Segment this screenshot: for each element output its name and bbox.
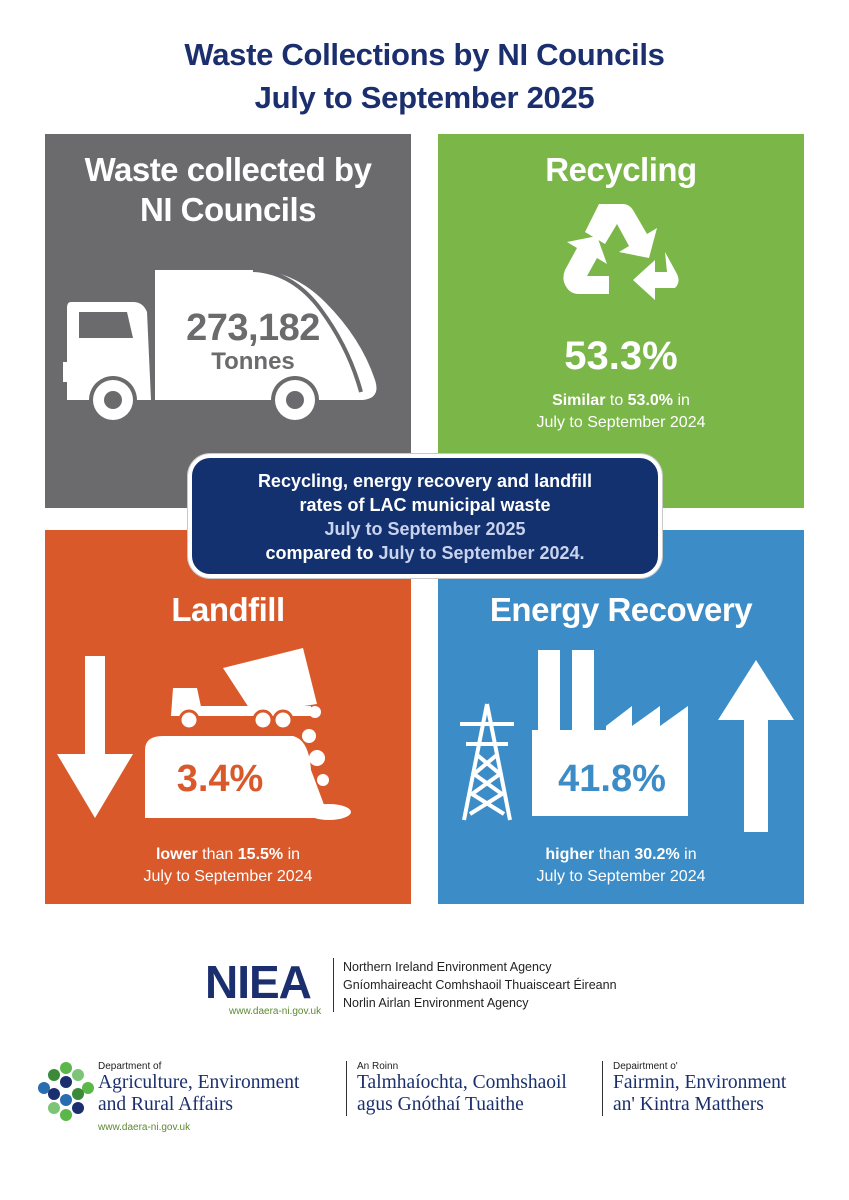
energy-comparison [438,844,804,866]
daera-irish-name [346,1061,567,1116]
recycling-panel [438,134,804,508]
niea-agency-names [333,958,617,1012]
energy-rate: 41.8% [558,758,666,800]
recycling-comparison [438,390,804,412]
waste-collected-panel [45,134,411,508]
recycling-period: July to September 2024 [536,414,706,431]
waste-tonnes-value: 273,182 [186,307,320,349]
niea-name-ulster-scots: Norlin Airlan Environment Agency [343,996,529,1010]
callout-line3: July to September 2025 [324,519,526,539]
arrow-down-icon [55,656,135,820]
energy-compare-end: in [679,846,697,863]
page-subtitle: July to September 2025 [254,80,595,115]
landfill-period: July to September 2024 [143,868,313,885]
page-title: Waste Collections by NI Councils [184,37,665,72]
energy-compare-value: 30.2% [634,846,680,863]
daera-hexagon-logo-icon [38,1060,94,1122]
waste-panel-title [45,150,411,230]
daera-col1-small: Department of [98,1061,162,1072]
daera-col3-line2: an' Kintra Matthers [613,1094,764,1115]
callout-line4-prefix: compared to [265,543,379,563]
daera-url: www.daera-ni.gov.uk [98,1122,191,1133]
niea-name-irish: Gníomhaireacht Comhshaoil Thuaisceart Éireann [343,978,617,992]
daera-col1-line2: and Rural Affairs [98,1094,234,1115]
landfill-compare-end: in [283,846,301,863]
landfill-compare-value: 15.5% [237,846,284,863]
landfill-rate: 3.4% [176,758,264,800]
arrow-up-icon [716,658,796,834]
energy-period: July to September 2024 [536,868,706,885]
daera-col2-line1: Talmhaíochta, Comhshaoil [357,1072,567,1093]
landfill-panel [45,530,411,904]
callout-line1: Recycling, energy recovery and landfill [257,471,593,491]
daera-col2-line2: agus Gnóthaí Tuaithe [357,1094,524,1115]
callout-line2: rates of LAC municipal waste [299,495,551,515]
recycling-compare-end: in [673,392,690,409]
waste-title-line1: Waste collected by [84,151,372,188]
energy-compare-word: higher [545,846,595,863]
daera-col1-line1: Agriculture, Environment [98,1072,300,1093]
daera-ulster-scots-name [602,1061,786,1116]
daera-col3-small: Depairtment o' [613,1061,678,1072]
recycling-compare-value: 53.0% [627,392,674,409]
daera-col2-small: An Roinn [357,1061,399,1072]
landfill-panel-title: Landfill [171,591,285,628]
landfill-compare-word: lower [155,846,198,863]
waste-title-line2: NI Councils [139,191,317,228]
energy-recovery-panel [438,530,804,904]
energy-panel-title: Energy Recovery [489,591,753,628]
recycling-compare-mid: to [605,392,628,409]
niea-logo: NIEA [205,956,311,1008]
recycling-panel-title: Recycling [545,151,697,188]
callout-line4 [192,541,658,565]
recycle-icon [561,196,681,312]
niea-url: www.daera-ni.gov.uk [229,1006,322,1017]
energy-compare-mid: than [594,846,635,863]
recycling-rate: 53.3% [564,334,678,378]
landfill-compare-mid: than [197,846,238,863]
daera-english-name [98,1061,299,1116]
niea-name-english: Northern Ireland Environment Agency [343,960,552,974]
landfill-comparison [45,844,411,866]
recycling-compare-word: Similar [552,392,606,409]
daera-col3-line1: Fairmin, Environment [613,1072,787,1093]
rates-callout [188,454,662,578]
waste-tonnes-unit: Tonnes [211,348,295,375]
pylon-icon [456,702,518,822]
callout-line4-highlight: July to September 2024. [378,543,585,563]
